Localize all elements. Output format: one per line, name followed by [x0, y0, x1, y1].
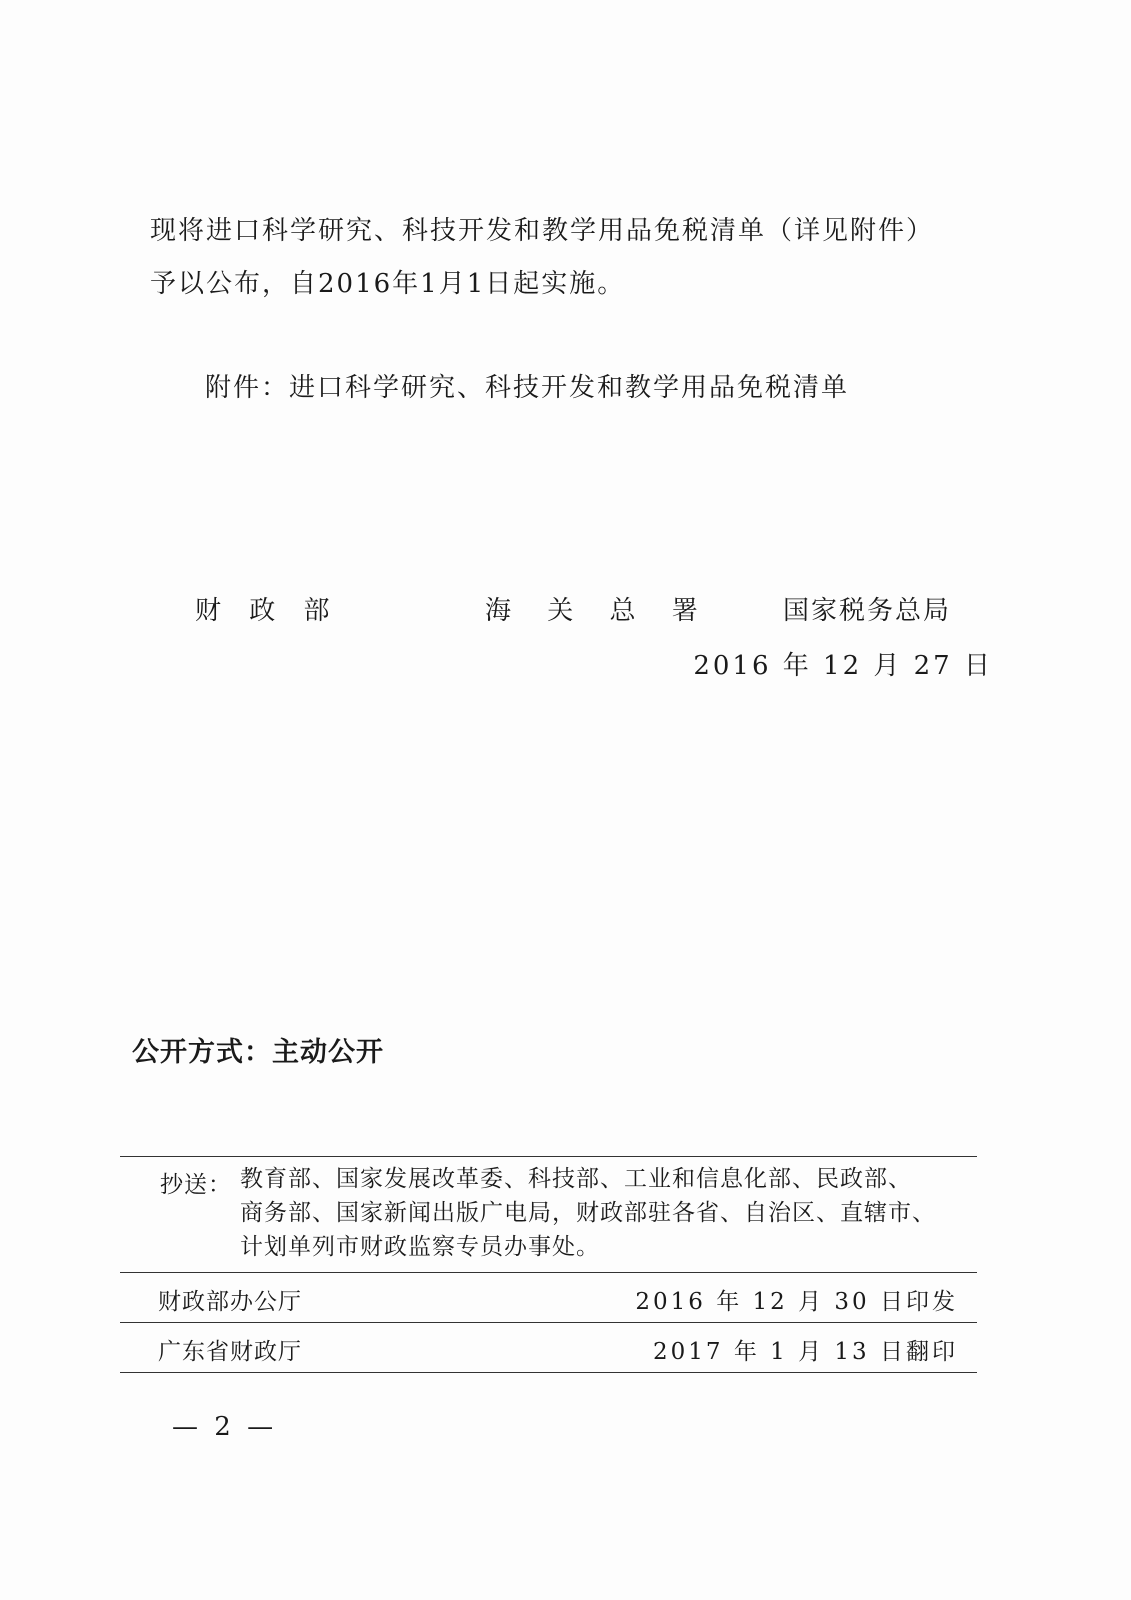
paragraph-line: 予以公布，自2016年1月1日起实施。	[150, 269, 626, 299]
paragraph-line: 现将进口科学研究、科技开发和教学用品免税清单（详见附件）	[150, 216, 935, 246]
divider-rule	[120, 1372, 977, 1373]
issuer-customs: 海 关 总 署	[485, 596, 712, 626]
print-record-date: 2017 年 1 月 13 日翻印	[653, 1339, 958, 1365]
divider-rule	[120, 1272, 977, 1273]
cc-line: 计划单列市财政监察专员办事处。	[240, 1234, 600, 1260]
issuer-tax-administration: 国家税务总局	[783, 596, 952, 626]
cc-line: 教育部、国家发展改革委、科技部、工业和信息化部、民政部、	[240, 1166, 912, 1192]
print-record-org: 财政部办公厅	[158, 1289, 302, 1315]
divider-rule	[120, 1322, 977, 1323]
attachment-reference: 附件：进口科学研究、科技开发和教学用品免税清单	[205, 373, 850, 403]
divider-rule	[120, 1156, 977, 1157]
print-record	[158, 1283, 958, 1313]
notice-paragraph	[150, 205, 990, 311]
cc-line: 商务部、国家新闻出版广电局，财政部驻各省、自治区、直辖市、	[240, 1200, 936, 1226]
cc-label: 抄送：	[160, 1172, 232, 1198]
print-record-org: 广东省财政厅	[158, 1339, 302, 1365]
print-record-date: 2016 年 12 月 30 日印发	[635, 1289, 958, 1315]
signature-date: 2016 年 12 月 27 日	[693, 651, 993, 681]
page-number: — 2 —	[172, 1412, 278, 1442]
print-record	[158, 1333, 958, 1363]
disclosure-mode: 公开方式：主动公开	[132, 1037, 384, 1068]
cc-recipients	[240, 1162, 970, 1264]
issuer-ministry-of-finance: 财 政 部	[195, 596, 340, 626]
